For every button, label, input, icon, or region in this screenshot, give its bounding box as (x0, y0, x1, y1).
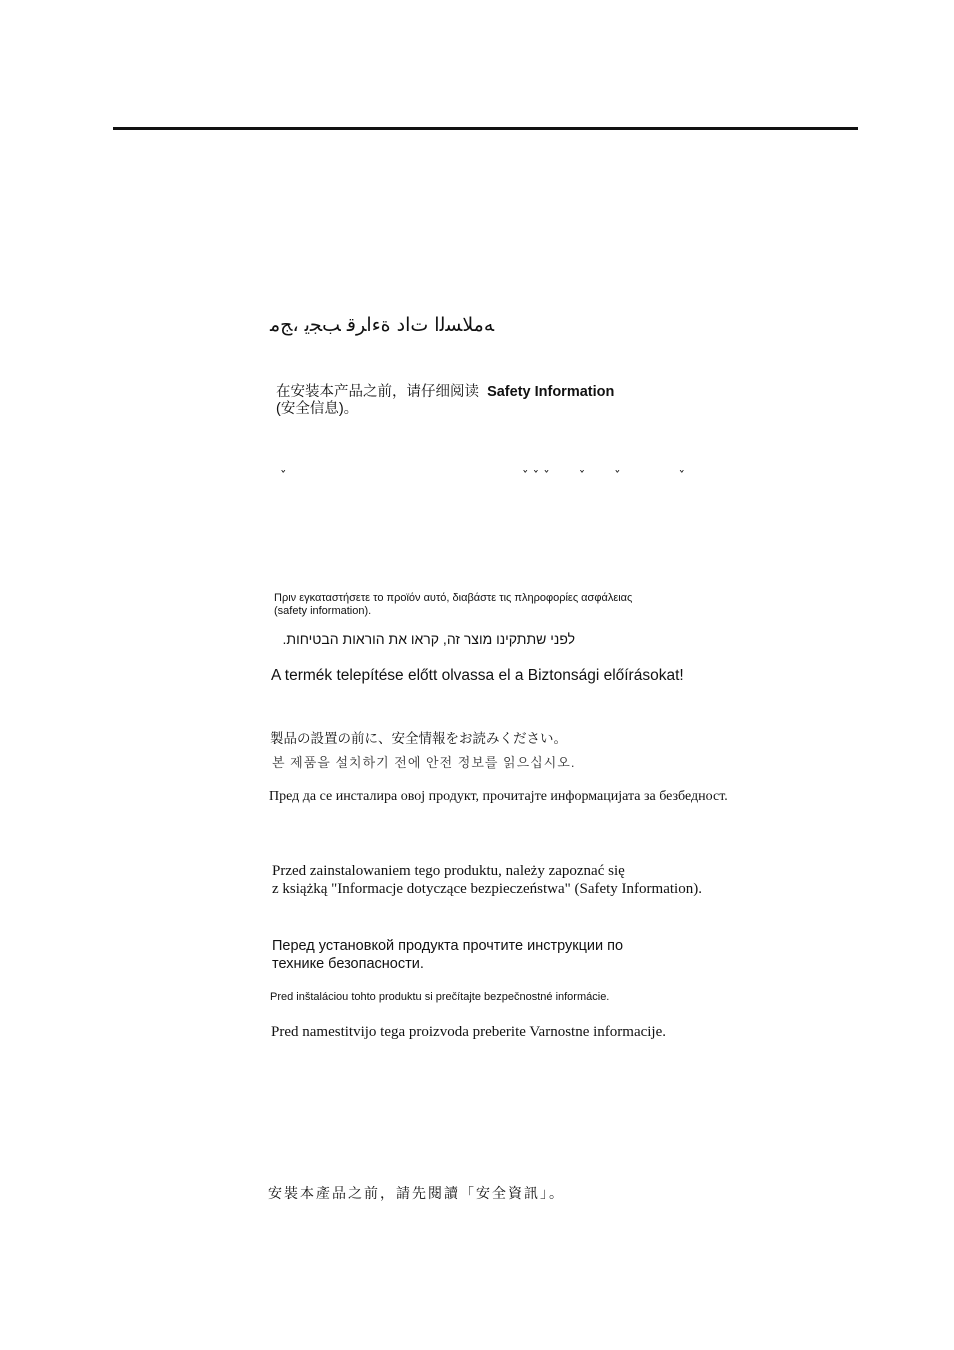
greek-line-2: (safety information). (274, 605, 372, 617)
russian-notice (272, 937, 623, 973)
russian-line-1: Перед установкой продукта прочтите инструкции по (272, 938, 624, 954)
hebrew-notice: לפני שתתקינו מוצר זה, קראו את הוראות הבטיחות. (282, 631, 575, 647)
safety-information-label: Safety Information (487, 384, 615, 400)
polish-line-2: z książką "Informacje dotyczące bezpieczeństwa" (Safety Information). (272, 881, 702, 897)
arabic-notice: ﻪﻣﻼﺴﻟﺍ ﺕﺍﺩ ﺓءﺍﺮﻗ ﺐﺠﻳ ،ﺞﻣ (270, 314, 495, 336)
polish-notice (272, 862, 702, 898)
simplified-chinese-notice (276, 384, 614, 418)
macedonian-notice: Пред да се инсталира овој продукт, прочитајте информацијата за безбедност. (269, 789, 728, 804)
header-rule (113, 127, 858, 130)
korean-notice: 본 제품을 설치하기 전에 안전 정보를 읽으십시오. (272, 755, 576, 770)
simplified-chinese-line-2: (安全信息)。 (276, 401, 359, 417)
simplified-chinese-line-1: 在安装本产品之前，请仔细阅读 (276, 384, 479, 400)
traditional-chinese-notice: 安裝本產品之前，請先閱讀「安全資訊」。 (268, 1186, 565, 1202)
greek-notice (274, 592, 632, 618)
russian-line-2: технике безопасности. (272, 956, 424, 972)
polish-line-1: Przed zainstalowaniem tego produktu, należy zapoznać się (272, 863, 625, 879)
slovak-notice: Pred inštaláciou tohto produktu si prečítajte bezpečnostné informácie. (270, 991, 610, 1003)
hungarian-notice: A termék telepítése előtt olvassa el a Biztonsági előírásokat! (271, 667, 684, 684)
greek-line-1: Πριν εγκαταστήσετε το προϊόν αυτό, διαβάστε τις πληροφορίες ασφάλειας (274, 592, 633, 604)
slovenian-notice: Pred namestitvijo tega proizvoda preberite Varnostne informacije. (271, 1024, 667, 1040)
diacritic-marks: ˇ ˇ ˇ ˇ ˇ ˇ ˇ (280, 470, 686, 485)
japanese-notice: 製品の設置の前に、安全情報をお読みください。 (270, 731, 567, 746)
